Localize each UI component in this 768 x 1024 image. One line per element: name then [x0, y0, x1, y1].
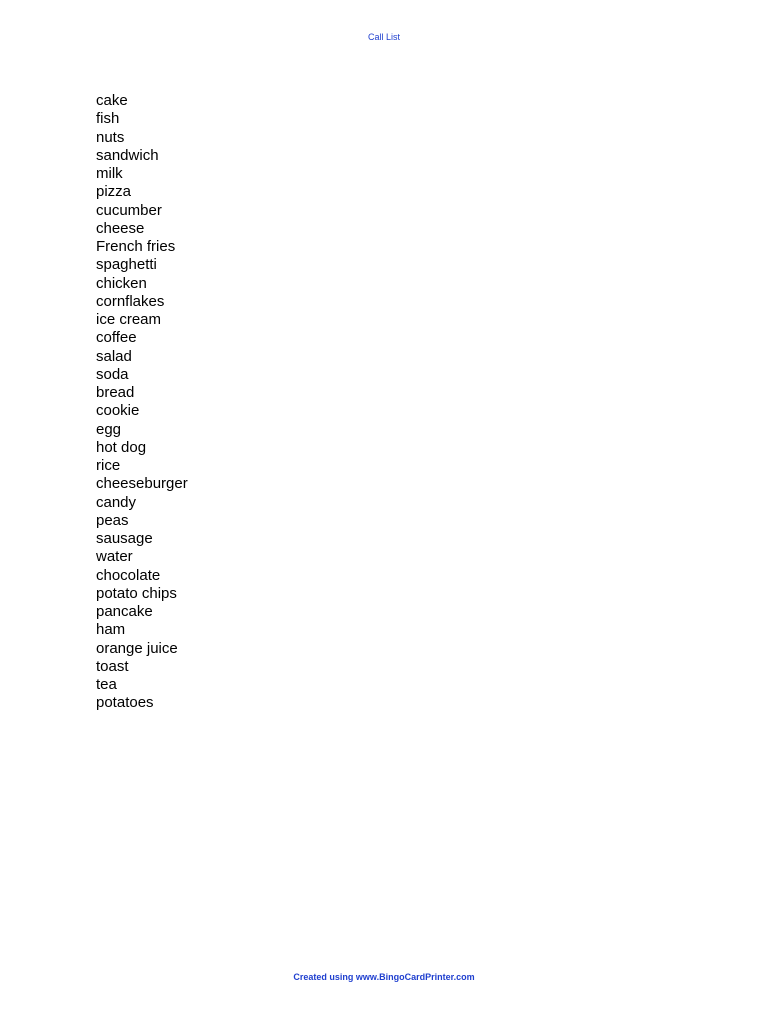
list-item: cucumber [96, 201, 162, 219]
list-item: ice cream [96, 311, 162, 328]
list-item: water [96, 548, 133, 566]
list-item: cheese [96, 219, 145, 237]
list-item: salad [96, 347, 132, 365]
list-item: pancake [96, 603, 153, 620]
list-item: candy [96, 493, 137, 511]
list-item: hot dog [96, 438, 147, 456]
list-item: cheeseburger [96, 475, 188, 493]
list-item: potatoes [96, 694, 154, 712]
list-item: milk [96, 165, 123, 182]
footer-credit: Created using www.BingoCardPrinter.com [293, 972, 475, 982]
list-item: potato chips [96, 584, 177, 602]
list-item: fish [96, 110, 120, 128]
list-item: tea [96, 676, 117, 693]
list-item: cookie [96, 402, 140, 420]
call-list [96, 92, 188, 713]
list-item: nuts [96, 128, 125, 146]
list-item: egg [96, 420, 122, 438]
list-item: soda [96, 365, 129, 383]
list-item: French fries [96, 238, 176, 255]
list-item: sausage [96, 530, 153, 547]
list-item: rice [96, 457, 121, 474]
list-item: spaghetti [96, 256, 157, 274]
list-item: chocolate [96, 566, 161, 584]
list-item: peas [96, 511, 129, 529]
list-item: coffee [96, 329, 137, 347]
list-item: sandwich [96, 146, 159, 164]
list-item: ham [96, 621, 126, 639]
list-item: cake [96, 92, 128, 109]
page-title: Call List [367, 32, 400, 42]
list-item: toast [96, 657, 129, 675]
list-item: chicken [96, 274, 147, 292]
list-item: cornflakes [96, 292, 165, 310]
list-item: orange juice [96, 639, 178, 657]
list-item: bread [96, 384, 135, 401]
list-item: pizza [96, 183, 132, 201]
